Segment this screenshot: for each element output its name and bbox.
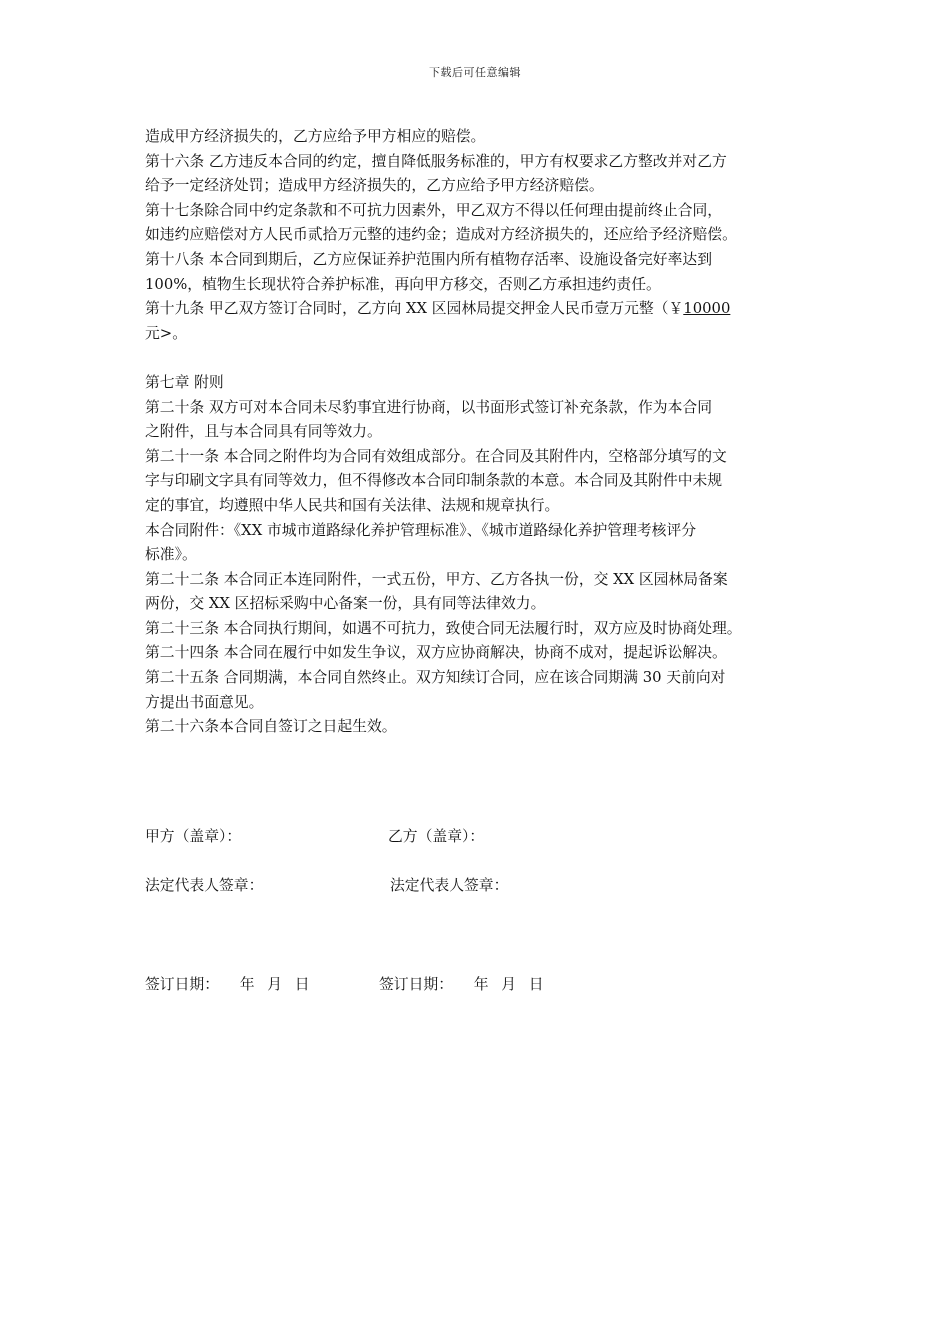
article-21-line: 第二十一条 本合同之附件均为合同有效组成部分。在合同及其附件内，空格部分填写的文: [145, 447, 727, 465]
article-22-line: 第二十二条 本合同正本连同附件，一式五份，甲方、乙方各执一份，交 XX 区园林局备案: [145, 570, 728, 588]
sign-date-label: 签订日期：: [145, 976, 219, 993]
year-label: 年: [239, 976, 255, 993]
article-18-line: 第十八条 本合同到期后，乙方应保证养护范围内所有植物存活率、设施设备完好率达到: [145, 250, 712, 268]
year-label: 年: [473, 976, 489, 993]
chapter-7-heading: 第七章 附则: [145, 373, 224, 391]
party-a-representative-label: 法定代表人签章：: [145, 877, 264, 894]
party-a-sign-date: [145, 973, 310, 994]
paragraph-line: 两份，交 XX 区招标采购中心备案一份，具有同等法律效力。: [145, 595, 546, 613]
paragraph-line: 之附件，且与本合同具有同等效力。: [145, 423, 382, 441]
paragraph-line: 标准》。: [145, 546, 197, 564]
party-a-seal-label: 甲方（盖章）：: [145, 828, 242, 845]
paragraph-line: 造成甲方经济损失的，乙方应给予甲方相应的赔偿。: [145, 128, 486, 145]
paragraph-line: 100%，植物生长现状符合养护标准，再向甲方移交，否则乙方承担违约责任。: [145, 275, 661, 293]
paragraph-line: 方提出书面意见。: [145, 693, 264, 711]
party-b-representative-label: 法定代表人签章：: [390, 877, 509, 894]
page-header-note: 下载后可任意编辑: [429, 66, 521, 79]
article-23-line: 第二十三条 本合同执行期间，如遇不可抗力，致使合同无法履行时，双方应及时协商处理。: [145, 619, 742, 637]
party-b-sign-date: [379, 973, 544, 994]
article-19-text: 第十九条 甲乙双方签订合同时，乙方向 XX 区园林局提交押金人民币壹万元整（￥: [145, 300, 684, 318]
attachments-line: 本合同附件：《XX 市城市道路绿化养护管理标准》、《城市道路绿化养护管理考核评分: [145, 521, 697, 539]
paragraph-line: 给予一定经济处罚；造成甲方经济损失的，乙方应给予甲方经济赔偿。: [145, 177, 604, 195]
month-label: 月: [501, 976, 517, 993]
month-label: 月: [267, 976, 283, 993]
article-20-line: 第二十条 双方可对本合同未尽豹事宜进行协商，以书面形式签订补充条款，作为本合同: [145, 398, 712, 416]
blank-line: [145, 346, 825, 371]
article-24-line: 第二十四条 本合同在履行中如发生争议，双方应协商解决，协商不成对，提起诉讼解决。: [145, 644, 727, 662]
article-16-line: 第十六条 乙方违反本合同的约定，擅自降低服务标准的，甲方有权要求乙方整改并对乙方: [145, 152, 727, 170]
paragraph-line: 字与印刷文字具有同等效力，但不得修改本合同印制条款的本意。本合同及其附件中未规: [145, 472, 723, 490]
article-19-line: [145, 297, 825, 322]
sign-date-label: 签订日期：: [379, 976, 453, 993]
article-25-line: 第二十五条 合同期满，本合同自然终止。双方知续订合同，应在该合同期满 30 天前向对: [145, 669, 726, 687]
paragraph-line: 元>。: [145, 324, 187, 342]
article-17-line: 第十七条除合同中约定条款和不可抗力因素外，甲乙双方不得以任何理由提前终止合同，: [145, 201, 723, 219]
day-label: 日: [294, 976, 310, 993]
deposit-amount: 10000: [683, 300, 731, 318]
contract-body: [145, 125, 825, 740]
paragraph-line: 定的事宜，均遵照中华人民共和国有关法律、法规和规章执行。: [145, 496, 560, 514]
party-b-seal-label: 乙方（盖章）：: [388, 828, 485, 845]
day-label: 日: [528, 976, 544, 993]
paragraph-line: 如违约应赔偿对方人民币贰拾万元整的违约金；造成对方经济损失的，还应给予经济赔偿。: [145, 226, 737, 244]
article-26-line: 第二十六条本合同自签订之日起生效。: [145, 718, 397, 736]
